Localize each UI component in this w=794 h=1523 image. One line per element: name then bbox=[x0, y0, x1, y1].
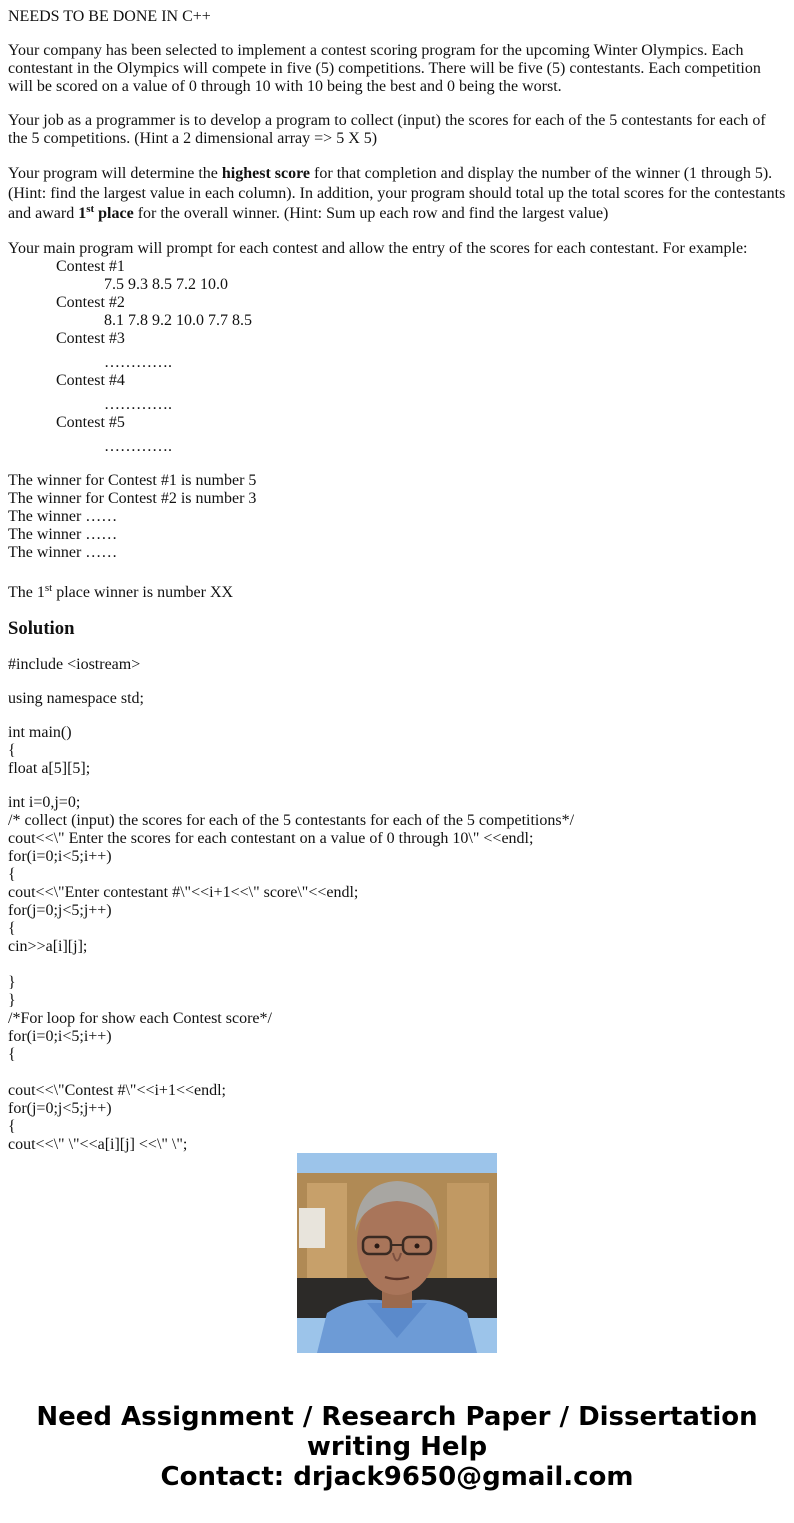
contest-scores: …………. bbox=[104, 354, 172, 371]
code-line: for(i=0;i<5;i++) bbox=[8, 1028, 112, 1045]
req-text-1: Your program will determine the bbox=[8, 165, 222, 182]
code-line: { bbox=[8, 1118, 16, 1135]
contest-scores: 8.1 7.8 9.2 10.0 7.7 8.5 bbox=[104, 312, 252, 329]
winner-line: The winner for Contest #2 is number 3 bbox=[8, 490, 257, 507]
contest-label: Contest #1 bbox=[56, 258, 125, 275]
example-intro: Your main program will prompt for each contest and allow the entry of the scores for each contestant. For example: bbox=[8, 240, 748, 257]
req-text-3: for the overall winner. (Hint: Sum up each row and find the largest value) bbox=[133, 205, 609, 222]
code-blank-line bbox=[8, 674, 788, 690]
contest-scores: …………. bbox=[104, 438, 172, 455]
contest-label: Contest #5 bbox=[56, 414, 125, 431]
winner-line: The winner …… bbox=[8, 544, 118, 561]
winner-line: The winner …… bbox=[8, 526, 118, 543]
first-place-prefix: The 1 bbox=[8, 584, 45, 601]
code-line: #include <iostream> bbox=[8, 656, 141, 673]
code-blank-line bbox=[8, 708, 788, 724]
portrait-photo-icon bbox=[297, 1153, 497, 1353]
code-line: { bbox=[8, 1046, 16, 1063]
author-avatar bbox=[297, 1153, 497, 1353]
code-line: cin>>a[i][j]; bbox=[8, 938, 88, 955]
paragraph-requirements bbox=[8, 164, 788, 224]
footer-line-1: Need Assignment / Research Paper / Dissertation bbox=[36, 1402, 758, 1432]
paragraph-task: Your job as a programmer is to develop a program to collect (input) the scores for each of the 5 contestants for each of the 5 competitions. (Hint a 2 dimensional array => 5 X 5) bbox=[8, 112, 766, 147]
req-text-2: for that completion and display the number of the winner (1 through 5). (Hint: find the largest value in each column). In addition, your program should total up the total scores for the contestants and award bbox=[8, 165, 786, 222]
code-line: cout<<\"Contest #\"<<i+1<<endl; bbox=[8, 1082, 226, 1099]
contact-footer bbox=[0, 1402, 794, 1492]
solution-heading: Solution bbox=[8, 618, 75, 639]
first-place-sup: st bbox=[44, 582, 53, 594]
contest-examples bbox=[8, 258, 788, 456]
footer-contact-email: Contact: drjack9650@gmail.com bbox=[160, 1462, 634, 1492]
code-line: int i=0,j=0; bbox=[8, 794, 81, 811]
code-line: /* collect (input) the scores for each of the 5 contestants for each of the 5 competitions*/ bbox=[8, 812, 575, 829]
contest-label: Contest #4 bbox=[56, 372, 125, 389]
winner-line: The winner for Contest #1 is number 5 bbox=[8, 472, 257, 489]
contest-scores: 7.5 9.3 8.5 7.2 10.0 bbox=[104, 276, 228, 293]
code-line: /*For loop for show each Contest score*/ bbox=[8, 1010, 272, 1027]
req-bold-num: 1 bbox=[78, 205, 87, 222]
code-block bbox=[8, 656, 788, 1154]
code-line: cout<<\" Enter the scores for each contestant on a value of 0 through 10\" <<endl; bbox=[8, 830, 534, 847]
contest-scores: …………. bbox=[104, 396, 172, 413]
first-place-suffix: place winner is number XX bbox=[52, 584, 234, 601]
document-title: NEEDS TO BE DONE IN C++ bbox=[8, 8, 211, 25]
code-line: using namespace std; bbox=[8, 690, 144, 707]
winner-list bbox=[8, 472, 788, 562]
code-line: } bbox=[8, 992, 16, 1009]
code-line: cout<<\"Enter contestant #\"<<i+1<<\" score\"<<endl; bbox=[8, 884, 359, 901]
code-line: for(j=0;j<5;j++) bbox=[8, 1100, 112, 1117]
req-bold-first-place bbox=[78, 205, 134, 222]
req-bold-sup: st bbox=[86, 203, 95, 215]
footer-line-2: writing Help bbox=[306, 1432, 488, 1462]
code-line: { bbox=[8, 866, 16, 883]
code-line: float a[5][5]; bbox=[8, 760, 91, 777]
req-bold-rest: place bbox=[94, 205, 134, 222]
code-blank-line bbox=[8, 1064, 788, 1082]
code-line: cout<<\" \"<<a[i][j] <<\" \"; bbox=[8, 1136, 188, 1153]
req-bold-highest-score: highest score bbox=[221, 165, 311, 182]
code-line: } bbox=[8, 974, 16, 991]
code-line: { bbox=[8, 742, 16, 759]
code-line: { bbox=[8, 920, 16, 937]
code-line: int main() bbox=[8, 724, 72, 741]
contest-label: Contest #3 bbox=[56, 330, 125, 347]
winner-line: The winner …… bbox=[8, 508, 118, 525]
code-blank-line bbox=[8, 778, 788, 794]
code-blank-line bbox=[8, 956, 788, 974]
first-place-line bbox=[8, 584, 788, 602]
code-line: for(i=0;i<5;i++) bbox=[8, 848, 112, 865]
contest-label: Contest #2 bbox=[56, 294, 125, 311]
document-content bbox=[8, 0, 788, 1153]
paragraph-intro: Your company has been selected to implement a contest scoring program for the upcoming Winter Olympics. Each contestant in the Olympics will compete in five (5) competitions. There will be five (5) contestants. Each competition will be scored on a value of 0 through 10 with 10 being the best and 0 being the worst. bbox=[8, 42, 761, 95]
code-line: for(j=0;j<5;j++) bbox=[8, 902, 112, 919]
